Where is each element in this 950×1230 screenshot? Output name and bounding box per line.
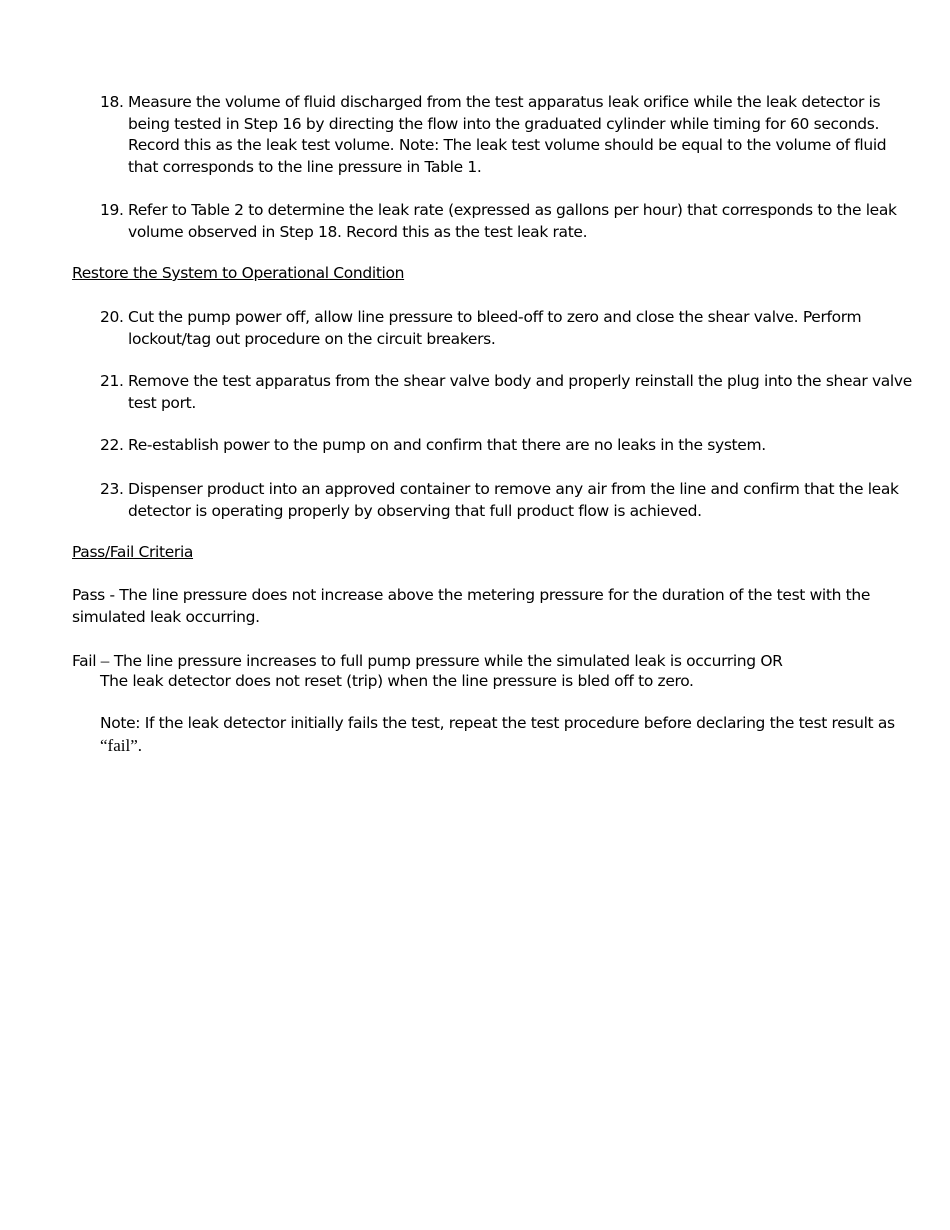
step-number: 22. xyxy=(100,436,124,454)
step-23 xyxy=(100,479,910,522)
step-18 xyxy=(100,92,910,178)
fail-criteria xyxy=(72,650,872,673)
step-text: Refer to Table 2 to determine the leak rate (expressed as gallons per hour) that corresponds to the leak volume observed in Step 18. Record this as the test leak rate. xyxy=(128,201,897,241)
pass-criteria: Pass - The line pressure does not increase above the metering pressure for the duration of the test with the simulated leak occurring. xyxy=(72,586,871,626)
note-quoted-word: “fail”. xyxy=(100,735,142,755)
step-text: Re-establish power to the pump on and confirm that there are no leaks in the system. xyxy=(128,436,766,454)
step-19 xyxy=(100,200,910,243)
fail-label: Fail xyxy=(72,652,101,670)
step-number: 18. xyxy=(100,93,124,111)
step-number: 19. xyxy=(100,201,124,219)
step-20 xyxy=(100,307,910,350)
step-22 xyxy=(100,435,910,457)
step-text: Cut the pump power off, allow line pressure to bleed-off to zero and close the shear valve. Perform lockout/tag out procedure on the circuit breakers. xyxy=(128,308,862,348)
step-text: Dispenser product into an approved container to remove any air from the line and confirm that the leak detector is operating properly by observing that full product flow is achieved. xyxy=(128,480,899,520)
section-heading-restore: Restore the System to Operational Condition xyxy=(72,264,405,282)
step-21 xyxy=(100,371,915,414)
fail-line-1: The line pressure increases to full pump pressure while the simulated leak is occurring OR xyxy=(109,652,783,670)
fail-dash: – xyxy=(100,651,110,670)
step-text: Remove the test apparatus from the shear valve body and properly reinstall the plug into the shear valve test port. xyxy=(128,372,912,412)
section-heading-pass-fail: Pass/Fail Criteria xyxy=(72,543,194,561)
note-paragraph xyxy=(100,713,900,757)
fail-criteria-continuation: The leak detector does not reset (trip) when the line pressure is bled off to zero. xyxy=(100,672,694,690)
step-number: 23. xyxy=(100,480,124,498)
step-text: Measure the volume of fluid discharged from the test apparatus leak orifice while the leak detector is being tested in Step 16 by directing the flow into the graduated cylinder while timing for 60 seconds. Record this as the leak test volume. Note: The leak test volume should be equal to the volume of fluid that corresponds to the line pressure in Table 1. xyxy=(128,93,887,176)
step-number: 21. xyxy=(100,372,124,390)
step-number: 20. xyxy=(100,308,124,326)
note-text: Note: If the leak detector initially fails the test, repeat the test procedure before declaring the test result as xyxy=(100,714,895,732)
